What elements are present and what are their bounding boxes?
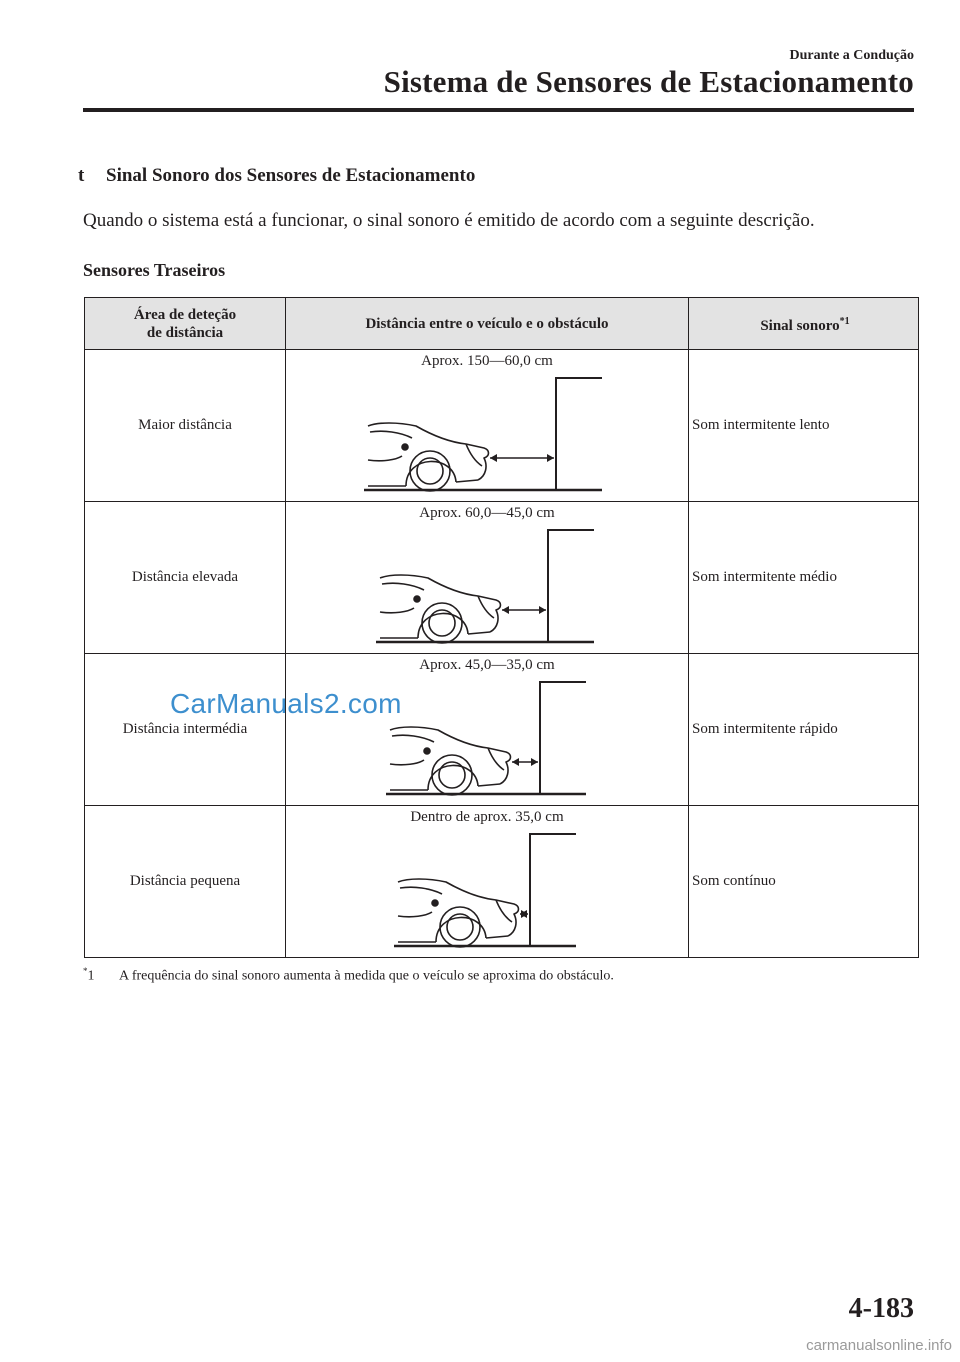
sound-cell [689,654,919,806]
table-row [85,502,919,654]
footnote-text: A frequência do sinal sonoro aumenta à medida que o veículo se aproxima do obstáculo. [119,968,614,984]
footnote [83,966,903,985]
distance-label: Aprox. 45,0—35,0 cm [419,657,555,673]
distance-arrowhead-left [502,606,509,614]
header-sound [689,298,919,350]
table-row [85,350,919,502]
sound-cell [689,502,919,654]
footnote-number: 1 [87,968,95,984]
distance-cell [286,502,689,654]
obstacle-wall [530,834,576,946]
distance-cell [286,350,689,502]
obstacle-wall [540,682,586,794]
section-heading-text: Sinal Sonoro dos Sensores de Estacionamento [106,165,476,186]
car-distance-illustration [286,654,686,804]
distance-label: Aprox. 60,0—45,0 cm [419,505,555,521]
chapter-label: Durante a Condução [789,48,914,63]
sound-label: Som intermitente rápido [692,721,838,737]
footnote-marker [83,966,119,985]
section-bullet: t [78,165,85,186]
subheading-rear-sensors: Sensores Traseiros [83,260,226,280]
car-distance-illustration [286,350,686,500]
sensor-table [84,297,919,958]
area-cell: Maior distância [85,350,286,502]
distance-arrowhead-left [512,758,519,766]
header-area [85,298,286,350]
distance-label: Dentro de aprox. 35,0 cm [410,809,564,825]
sound-cell [689,350,919,502]
distance-arrowhead-right [531,758,538,766]
car-rear-drawing [390,727,511,795]
distance-cell [286,654,689,806]
header-distance: Distância entre o veículo e o obstáculo [286,298,689,350]
distance-arrowhead-right [539,606,546,614]
page-title: Sistema de Sensores de Estacionamento [383,64,914,99]
area-cell: Distância elevada [85,502,286,654]
obstacle-wall [556,378,602,490]
car-distance-illustration [286,806,686,956]
section-heading [78,165,475,187]
car-distance-illustration [286,502,686,652]
sound-label: Som intermitente lento [692,417,830,433]
distance-cell [286,806,689,958]
car-rear-drawing [398,879,519,947]
sound-label: Som contínuo [692,873,776,889]
sound-cell [689,806,919,958]
page-number: 4-183 [848,1293,914,1324]
distance-label: Aprox. 150—60,0 cm [421,353,553,369]
header-area-line2: de distância [146,324,224,341]
footnote-sup: * [83,966,88,976]
table-row [85,806,919,958]
intro-paragraph: Quando o sistema está a funcionar, o sinal sonoro é emitido de acordo com a seguinte descrição. [83,210,815,231]
footer-site-link[interactable]: carmanualsonline.info [806,1337,952,1354]
header-sound-footnote-ref: *1 [839,315,850,327]
header-rule [83,108,914,112]
distance-arrowhead-right [547,454,554,462]
watermark-link[interactable]: CarManuals2.com [170,688,402,719]
sound-label: Som intermitente médio [692,569,837,585]
area-cell: Distância intermédia [85,654,286,806]
table-row [85,654,919,806]
header-area-line1: Área de deteção [133,306,237,323]
car-rear-drawing [368,423,489,491]
area-cell: Distância pequena [85,806,286,958]
car-rear-drawing [380,575,501,643]
obstacle-wall [548,530,594,642]
distance-arrowhead-left [490,454,497,462]
table-header-row [85,298,919,350]
header-sound-text: Sinal sonoro [760,317,840,334]
